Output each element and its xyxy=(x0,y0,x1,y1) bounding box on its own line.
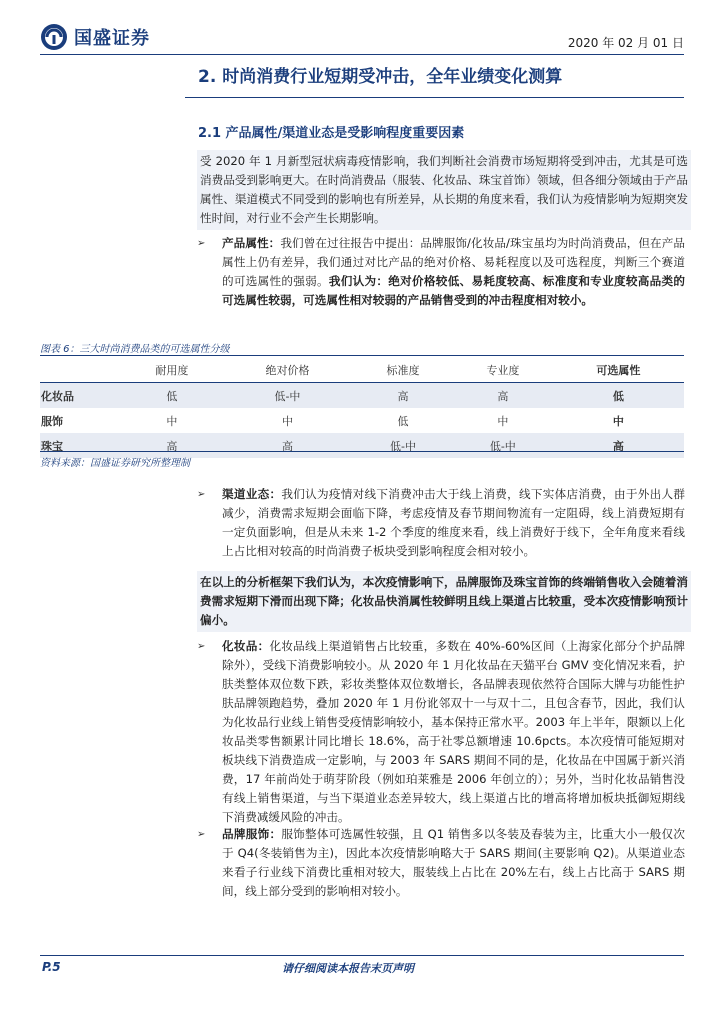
table-row xyxy=(40,408,684,433)
figure-title: 图表 6：三大时尚消费品类的可选属性分级 xyxy=(40,344,230,355)
footer-disclaimer: 请仔细阅读本报告末页声明 xyxy=(282,962,414,975)
bullet-arrow-icon: ➢ xyxy=(197,238,206,249)
bullet-arrow-icon: ➢ xyxy=(197,829,206,840)
attribute-table xyxy=(40,358,684,458)
table-cell: 中 xyxy=(281,414,293,428)
bullet-product-attribute xyxy=(222,234,685,310)
section-title-underline xyxy=(185,97,684,98)
bullet-label: 品牌服饰： xyxy=(222,827,282,841)
guosheng-logo-icon xyxy=(40,23,68,51)
table-cell: 低 xyxy=(397,414,409,428)
bullet-text: 我们曾在过往报告中提出：品牌服饰/化妆品/珠宝虽均为时尚消费品，但在产品属性上仍有差异，我们通过对比产品的绝对价格、易耗程度以及可选程度，判断三个赛道的可选属性的强弱。 xyxy=(222,236,685,288)
section-title: 2. 时尚消费行业短期受冲击，全年业绩变化测算 xyxy=(198,67,563,87)
bullet-text: 化妆品线上渠道销售占比较重，多数在 40%-60%区间（上海家化部分个护品牌除外），受线下消费影响较小。从 2020 年 1 月化妆品在天猫平台 GMV 变化情况来看，护肤类整体双位数下跌，彩妆类整体双位数增长，各品牌表现依然符合国际大牌与功能性护肤品牌领跑趋势，叠加 2020 年 1 月份讹邻双十一与双十二，且包含春节，因此，我们认为化妆品行业线上销售受疫情影响较小，基本保持正常水平。2003 年上半年，限额以上化妆品类零售额累计同比增长 18.6%，高于社零总额增速 10.6pcts。本次疫情可能短期对板块线下消费造成一定影响，与 2003 年 SARS 期间不同的是，化妆品在中国属于新兴消费，17 年前尚处于萌芽阶段（例如珀莱雅是 2006 年创立的）；另外，当时化妆品销售没有线上销售渠道，与当下渠道业态差异较大，线上渠道占比的增高将增加板块抵御短期线下消费减缓风险的冲击。 xyxy=(222,639,685,824)
table-cell: 低-中 xyxy=(222,383,353,409)
table-cell: 高 xyxy=(122,433,222,458)
bullet-channel xyxy=(222,485,685,561)
table-cell: 低-中 xyxy=(453,433,553,458)
table-header-row xyxy=(40,358,684,383)
table-cell: 高 xyxy=(553,433,684,458)
subsection-title: 2.1 产品属性/渠道业态是受影响程度重要因素 xyxy=(198,126,465,141)
bullet-bold-text: 我们认为：绝对价格较低、易耗度较高、标准度和专业度较高品类的可选属性较弱，可选属性相对较弱的产品销售受到的冲击程度相对较小。 xyxy=(222,274,685,307)
page-number: P.5 xyxy=(42,960,61,974)
bullet-text: 我们认为疫情对线下消费冲击大于线上消费，线下实体店消费，由于外出人群减少，消费需求短期会面临下降，考虑疫情及春节期间物流有一定阻碍，线上消费短期有一定负面影响，但是从未来 1-2 个季度的维度来看，线上消费好于线下，全年角度来看线上占比相对较高的时尚消费子板块受到影响程度会相对较小。 xyxy=(222,487,685,558)
table-bottom-rule xyxy=(40,451,684,452)
table-cell: 服饰 xyxy=(41,414,63,428)
table-row xyxy=(40,383,684,409)
table-cell: 中 xyxy=(166,414,178,428)
table-cell: 化妆品 xyxy=(40,383,122,409)
bullet-arrow-icon: ➢ xyxy=(197,489,206,500)
table-cell: 中 xyxy=(497,414,509,428)
table-cell: 低 xyxy=(122,383,222,409)
bullet-apparel xyxy=(222,825,685,901)
table-cell: 中 xyxy=(612,414,624,428)
table-cell: 珠宝 xyxy=(40,433,122,458)
brand-name: 国盛证券 xyxy=(74,28,150,49)
table-cell: 高 xyxy=(222,433,353,458)
table-header-cell: 绝对价格 xyxy=(265,364,310,377)
bullet-label: 渠道业态： xyxy=(222,487,282,501)
table-header-cell xyxy=(40,358,122,383)
conclusion-paragraph: 在以上的分析框架下我们认为，本次疫情影响下，品牌服饰及珠宝首饰的终端销售收入会随着消费需求短期下滑而出现下降；化妆品快消属性较鲜明且线上渠道占比较重，受本次疫情影响预计偏小。 xyxy=(197,571,691,632)
table-cell: 高 xyxy=(353,383,453,409)
table-header-cell: 标准度 xyxy=(386,364,420,377)
table-cell: 低 xyxy=(553,383,684,409)
table-header-cell: 可选属性 xyxy=(596,364,641,377)
table-header-cell: 耐用度 xyxy=(155,364,189,377)
table-source: 资料来源：国盛证券研究所整理制 xyxy=(40,458,190,469)
bullet-arrow-icon: ➢ xyxy=(197,641,206,652)
intro-paragraph: 受 2020 年 1 月新型冠状病毒疫情影响，我们判断社会消费市场短期将受到冲击，尤其是可选消费品受到影响更大。在时尚消费品（服装、化妆品、珠宝首饰）领域，但各细分领域由于产品属性、渠道模式不同受到的影响也有所差异，从长期的角度来看，我们认为疫情影响为短期突发性时间，对行业不会产生长期影响。 xyxy=(197,150,691,230)
bullet-text: 服饰整体可选属性较强，且 Q1 销售多以冬装及春装为主，比重大小一般仅次于 Q4(冬装销售为主)，因此本次疫情影响略大于 SARS 期间(主要影响 Q2)。从渠道业态来看子行业线下消费比重相对较大，服装线上占比在 20%左右，线上占比高于 SARS 期间，线上部分受到的影响相对较小。 xyxy=(222,827,685,898)
report-date: 2020 年 02 月 01 日 xyxy=(567,36,684,50)
table-header-cell: 专业度 xyxy=(486,364,520,377)
table-cell: 低-中 xyxy=(353,433,453,458)
table-top-rule xyxy=(40,355,684,356)
brand-logo xyxy=(40,22,150,52)
table-cell: 高 xyxy=(453,383,553,409)
bullet-cosmetics xyxy=(222,637,685,827)
header-divider xyxy=(40,54,684,55)
bullet-label: 化妆品： xyxy=(222,639,270,653)
footer-divider xyxy=(40,955,684,956)
bullet-label: 产品属性： xyxy=(222,236,281,250)
